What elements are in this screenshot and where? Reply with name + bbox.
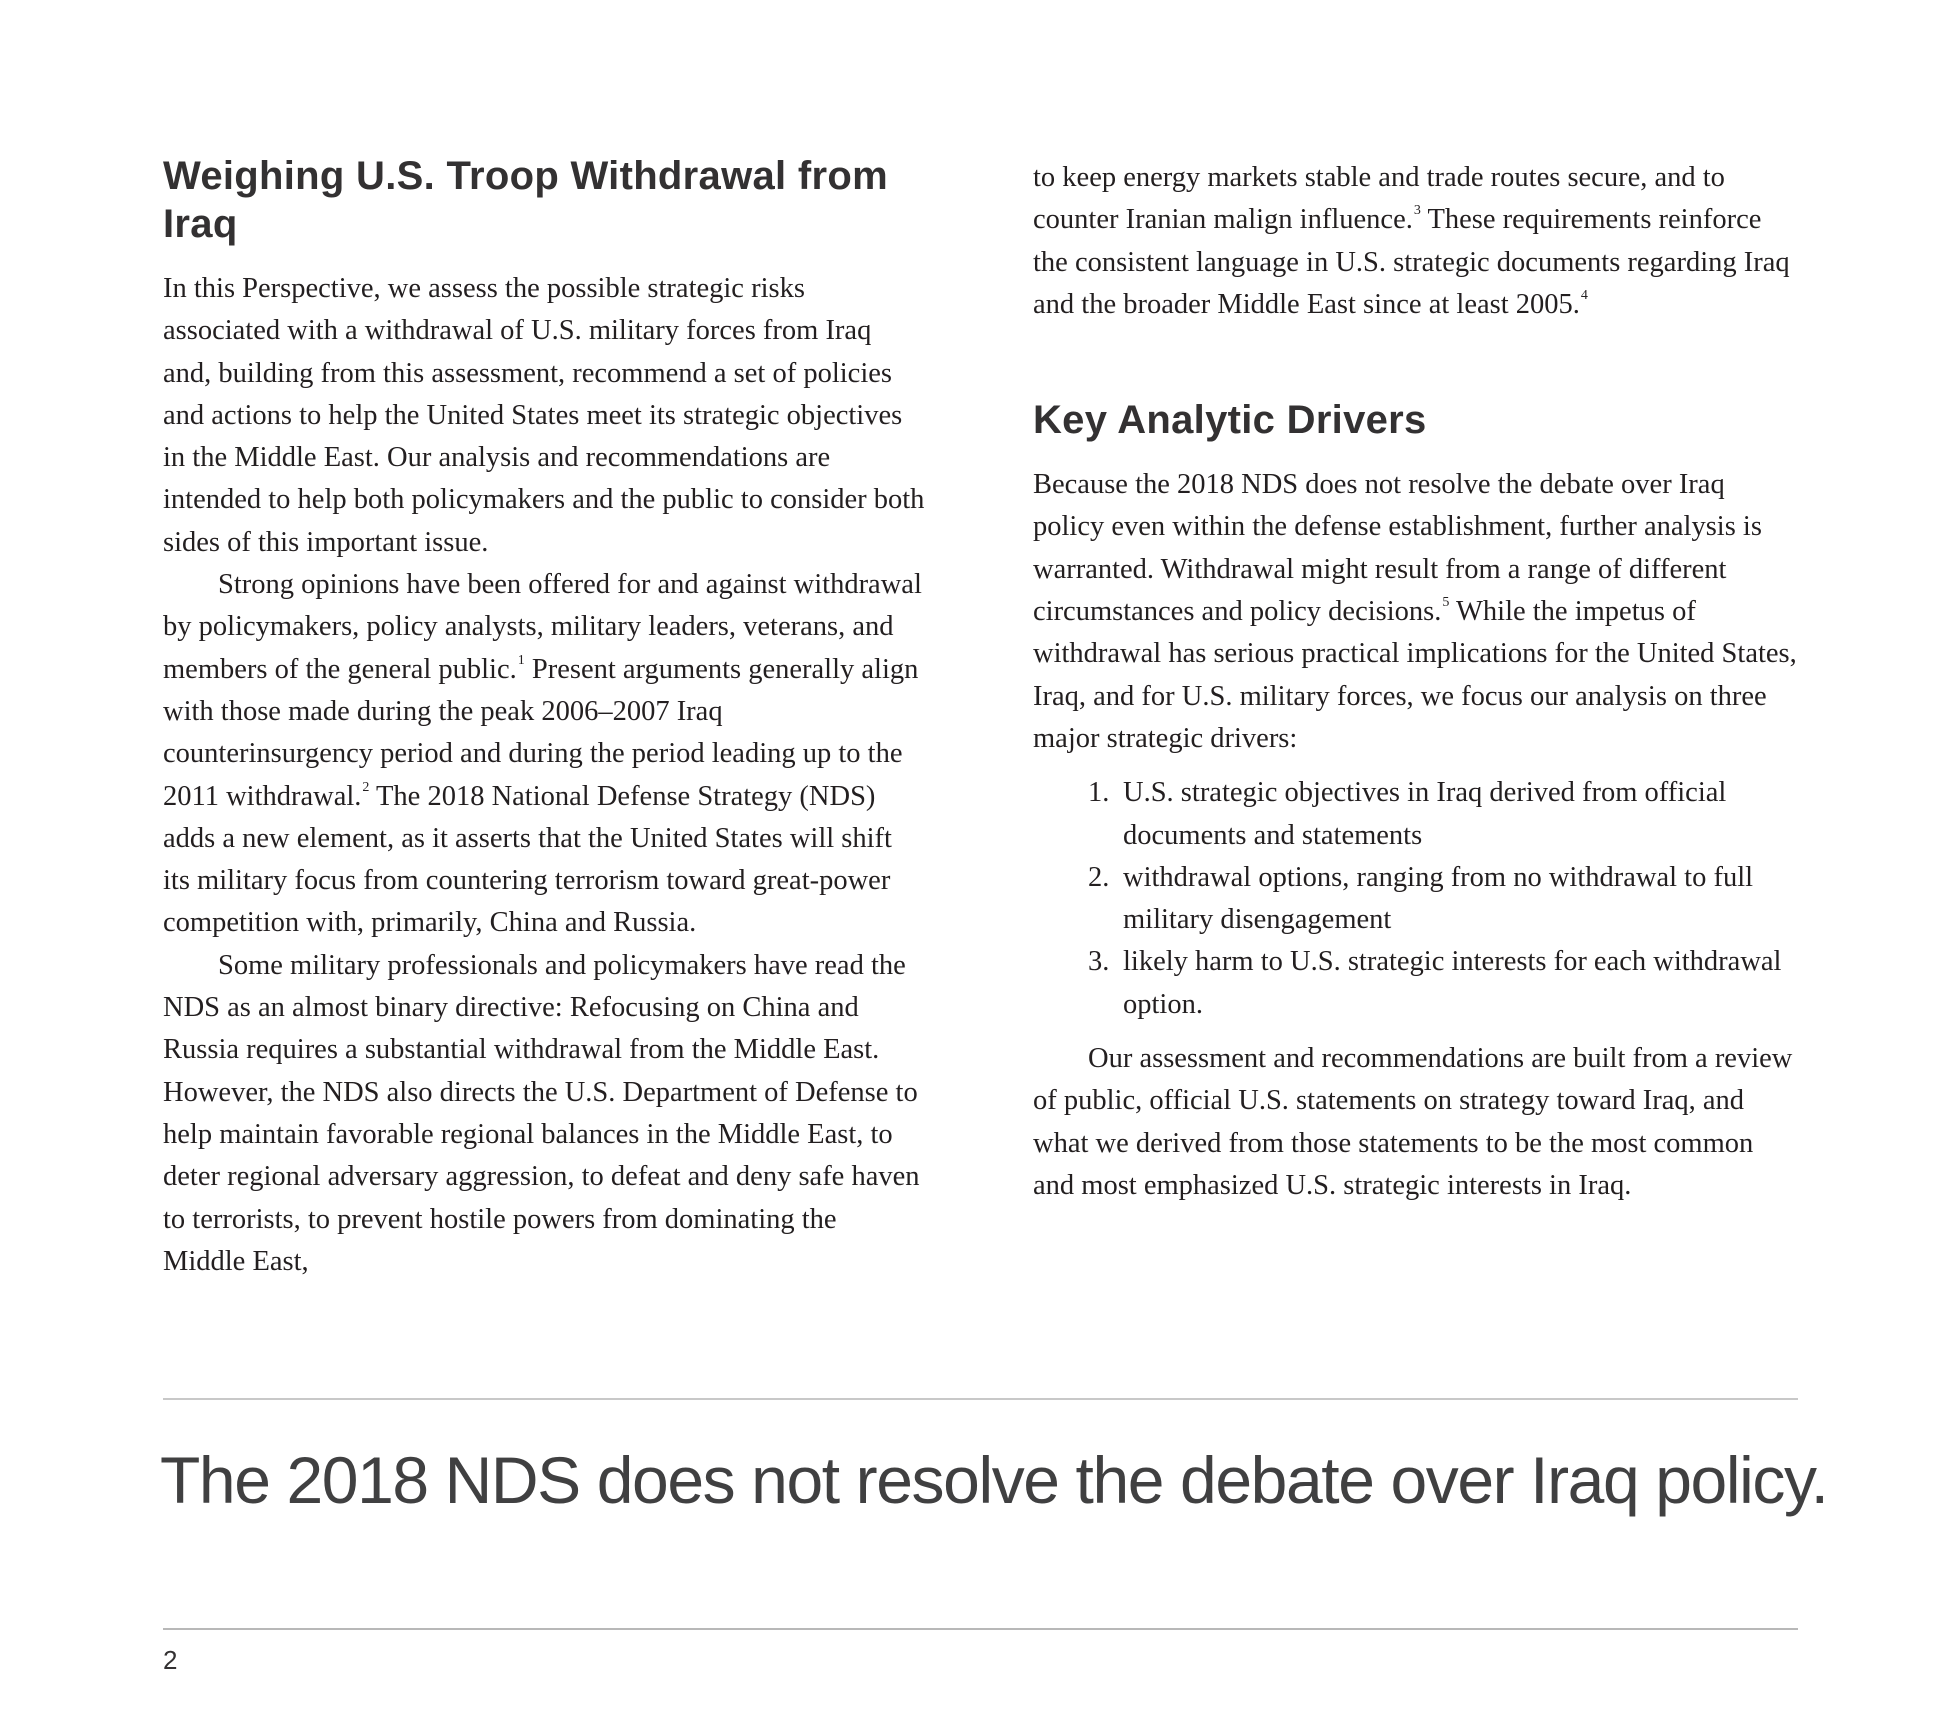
footnote-ref-4[interactable]: 4 (1580, 287, 1588, 303)
footer-divider (163, 1628, 1798, 1630)
left-column (163, 152, 925, 1283)
footnote-ref-3[interactable]: 3 (1413, 203, 1421, 219)
list-item-number: 1. (1088, 777, 1110, 809)
pullquote-divider-top (163, 1398, 1798, 1400)
paragraph-text: Because the 2018 NDS does not resolve the debate over Iraq policy even within the defense establishment, further analysis is warranted. Withdrawal might result from a range of different circumstances and policy decisions. (1033, 469, 1762, 628)
paragraph-continued (1033, 157, 1798, 326)
list-item-number: 2. (1088, 861, 1110, 893)
list-item (1033, 941, 1798, 1026)
paragraph-text: The 2018 National Defense Strategy (NDS) adds a new element, as it asserts that the United States will shift its military focus from countering terrorism toward great-power competition with, primarily, China and Russia. (163, 780, 892, 939)
footnote-ref-5[interactable]: 5 (1442, 595, 1450, 611)
list-item-text: U.S. strategic objectives in Iraq derived from official documents and statements (1123, 777, 1727, 851)
footnote-ref-2[interactable]: 2 (362, 779, 370, 795)
paragraph-intro: In this Perspective, we assess the possible strategic risks associated with a withdrawal of U.S. military forces from Iraq and, building from this assessment, recommend a set of policies and actions to help the United States meet its strategic objectives in the Middle East. Our analysis and recommendations are intended to help both policymakers and the public to consider both sides of this important issue. (163, 273, 925, 558)
paragraph-text: While the impetus of withdrawal has serious practical implications for the United States, Iraq, and for U.S. military forces, we focus our analysis on three major strategic drivers: (1033, 596, 1797, 754)
list-item (1033, 857, 1798, 942)
paragraph-text: Strong opinions have been offered for and against withdrawal by policymakers, policy analysts, military leaders, veterans, and members of the general public. (163, 569, 922, 685)
list-item-text: likely harm to U.S. strategic interests for each withdrawal option. (1123, 946, 1782, 1020)
drivers-list (1033, 772, 1798, 1026)
paragraph-text: These requirements reinforce the consistent language in U.S. strategic documents regarding Iraq and the broader Middle East since at least 2005. (1033, 204, 1790, 320)
section-heading-weighing-withdrawal: Weighing U.S. Troop Withdrawal from Iraq (163, 154, 888, 246)
list-item-text: withdrawal options, ranging from no withdrawal to full military disengagement (1123, 861, 1754, 936)
page-number: 2 (163, 1645, 178, 1675)
list-item (1033, 772, 1798, 857)
section-heading-key-analytic-drivers: Key Analytic Drivers (1033, 398, 1427, 443)
paragraph-drivers-intro (1033, 464, 1798, 760)
pullquote: The 2018 NDS does not resolve the debate over Iraq policy. (160, 1443, 1828, 1517)
list-item-number: 3. (1088, 946, 1110, 978)
footnote-ref-1[interactable]: 1 (517, 652, 525, 668)
paragraph-strong-opinions (163, 564, 925, 945)
paragraph-text: Present arguments generally align with those made during the peak 2006–2007 Iraq counterinsurgency period and during the period leading up to the 2011 withdrawal. (163, 653, 919, 812)
right-column (1033, 157, 1798, 1207)
paragraph-assessment: Our assessment and recommendations are built from a review of public, official U.S. statements on strategy toward Iraq, and what we derived from those statements to be the most common and most emphasized U.S. strategic interests in Iraq. (1033, 1043, 1793, 1201)
paragraph-nds-directive: Some military professionals and policymakers have read the NDS as an almost binary directive: Refocusing on China and Russia requires a substantial withdrawal from the Middle East. However, the NDS also directs the U.S. Department of Defense to help maintain favorable regional balances in the Middle East, to deter regional adversary aggression, to defeat and deny safe haven to terrorists, to prevent hostile powers from dominating the Middle East, (163, 949, 920, 1277)
paragraph-text: to keep energy markets stable and trade routes secure, and to counter Iranian malign influence. (1033, 162, 1725, 236)
